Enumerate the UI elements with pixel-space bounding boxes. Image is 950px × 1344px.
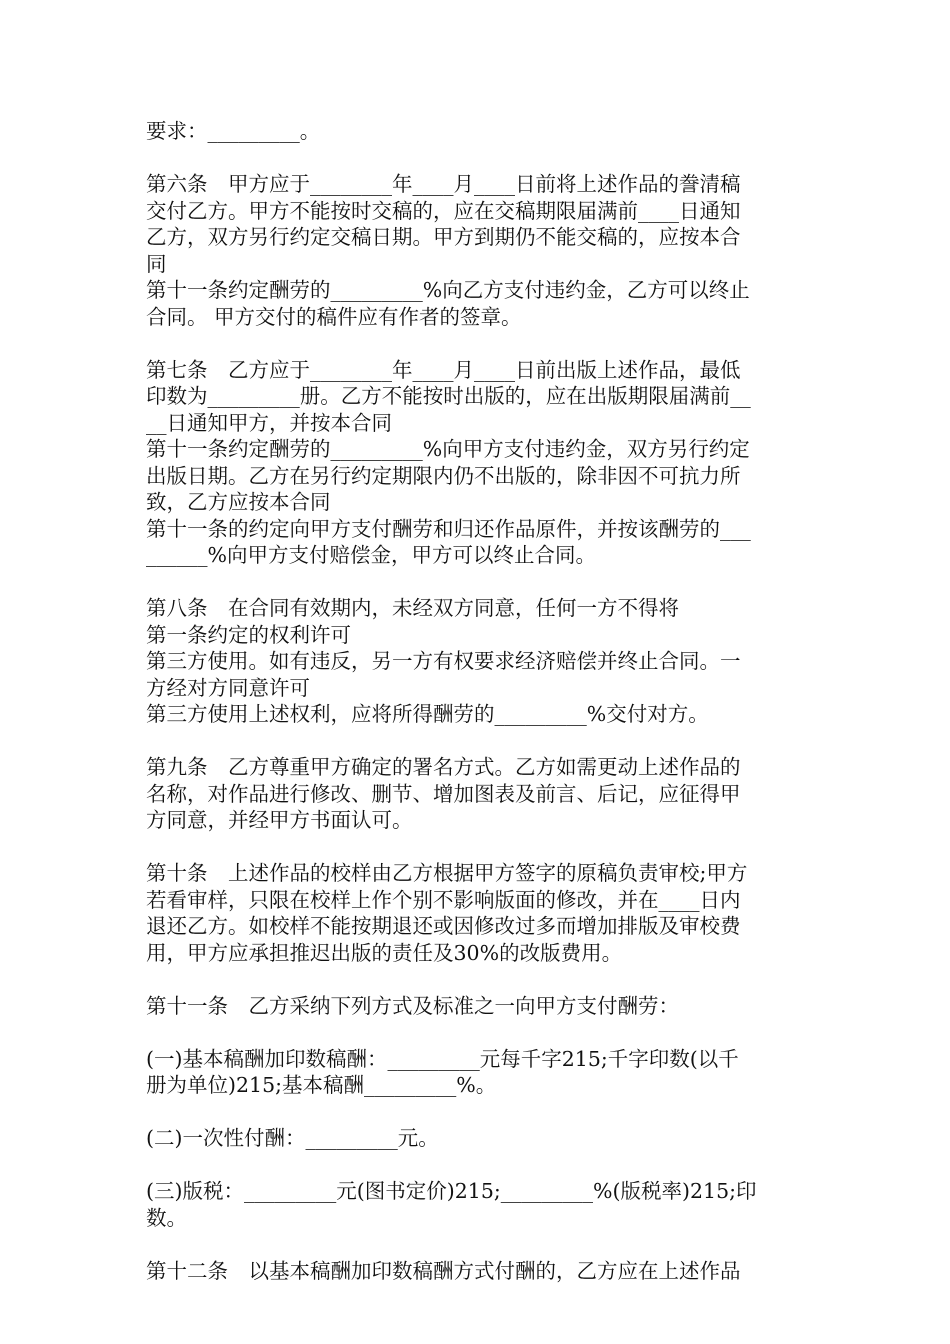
text-line: 名称，对作品进行修改、删节、增加图表及前言、后记，应征得甲: [146, 781, 741, 806]
paragraph-article-9: [146, 754, 808, 834]
text-line: 若看审样，只限在校样上作个别不影响版面的修改，并在____日内: [146, 887, 741, 912]
text-line: 第九条 乙方尊重甲方确定的署名方式。乙方如需更动上述作品的: [146, 755, 741, 779]
text-line: __日通知甲方，并按本合同: [146, 410, 392, 435]
paragraph-article-10: [146, 860, 808, 966]
text-line: 方经对方同意许可: [146, 675, 310, 700]
text-line: 退还乙方。如校样不能按期退还或因修改过多而增加排版及审校费: [146, 914, 741, 938]
text-line: 第六条 甲方应于________年____月____日前将上述作品的誊清稿: [146, 172, 741, 196]
text-line: (一)基本稿酬加印数稿酬：_________元每千字215;千字印数(以千: [146, 1046, 739, 1071]
text-line: 同: [146, 251, 167, 276]
text-line: 用，甲方应承担推迟出版的责任及30%的改版费用。: [146, 940, 623, 965]
paragraph-article-8: [146, 595, 808, 728]
text-line: 第十一条约定酬劳的_________%向乙方支付违约金，乙方可以终止: [146, 278, 750, 302]
text-line: 第一条约定的权利许可: [146, 622, 351, 647]
text-line: 第十一条约定酬劳的_________%向甲方支付违约金，双方另行约定: [146, 437, 750, 461]
text-line: 第三方使用上述权利，应将所得酬劳的_________%交付对方。: [146, 702, 709, 726]
text-line: 第八条 在合同有效期内，未经双方同意，任何一方不得将: [146, 596, 679, 620]
text-line: 第十条 上述作品的校样由乙方根据甲方签字的原稿负责审校;甲方: [146, 861, 748, 885]
text-line: (三)版税：_________元(图书定价)215;_________%(版税率)215;印: [146, 1179, 757, 1203]
text-line: 致，乙方应按本合同: [146, 490, 331, 514]
text-line: 印数为_________册。乙方不能按时出版的，应在出版期限届满前__: [146, 384, 751, 408]
paragraph-article-11-item-3: [146, 1178, 808, 1231]
text-line: 第三方使用。如有违反，另一方有权要求经济赔偿并终止合同。一: [146, 649, 741, 673]
text-line: (二)一次性付酬：_________元。: [146, 1126, 439, 1150]
text-line: 第十二条 以基本稿酬加印数稿酬方式付酬的，乙方应在上述作品: [146, 1258, 741, 1283]
text-line: 第十一条 乙方采纳下列方式及标准之一向甲方支付酬劳：: [146, 993, 679, 1018]
text-line: 册为单位)215;基本稿酬_________%。: [146, 1073, 497, 1097]
text-line: 出版日期。乙方在另行约定期限内仍不出版的，除非因不可抗力所: [146, 463, 741, 488]
text-line: 乙方，双方另行约定交稿日期。甲方到期仍不能交稿的，应按本合: [146, 225, 741, 249]
paragraph-article-11: [146, 993, 808, 1020]
paragraph-article-11-item-1: [146, 1046, 808, 1099]
text-line: 方同意，并经甲方书面认可。: [146, 808, 413, 832]
text-line: 第十一条的约定向甲方支付酬劳和归还作品原件，并按该酬劳的___: [146, 516, 751, 541]
text-line: 数。: [146, 1205, 187, 1230]
text-line: 要求：_________。: [146, 119, 321, 143]
document-page: [146, 118, 808, 1311]
text-line: 交付乙方。甲方不能按时交稿的，应在交稿期限届满前____日通知: [146, 198, 741, 223]
paragraph-article-6: [146, 171, 808, 330]
paragraph-article-7: [146, 357, 808, 569]
paragraph-article-11-item-2: [146, 1125, 808, 1152]
text-line: ______%向甲方支付赔偿金，甲方可以终止合同。: [146, 543, 596, 567]
text-line: 第七条 乙方应于________年____月____日前出版上述作品，最低: [146, 357, 741, 382]
paragraph-article-12: [146, 1258, 808, 1285]
paragraph-requirement: [146, 118, 808, 145]
text-line: 合同。 甲方交付的稿件应有作者的签章。: [146, 304, 522, 329]
